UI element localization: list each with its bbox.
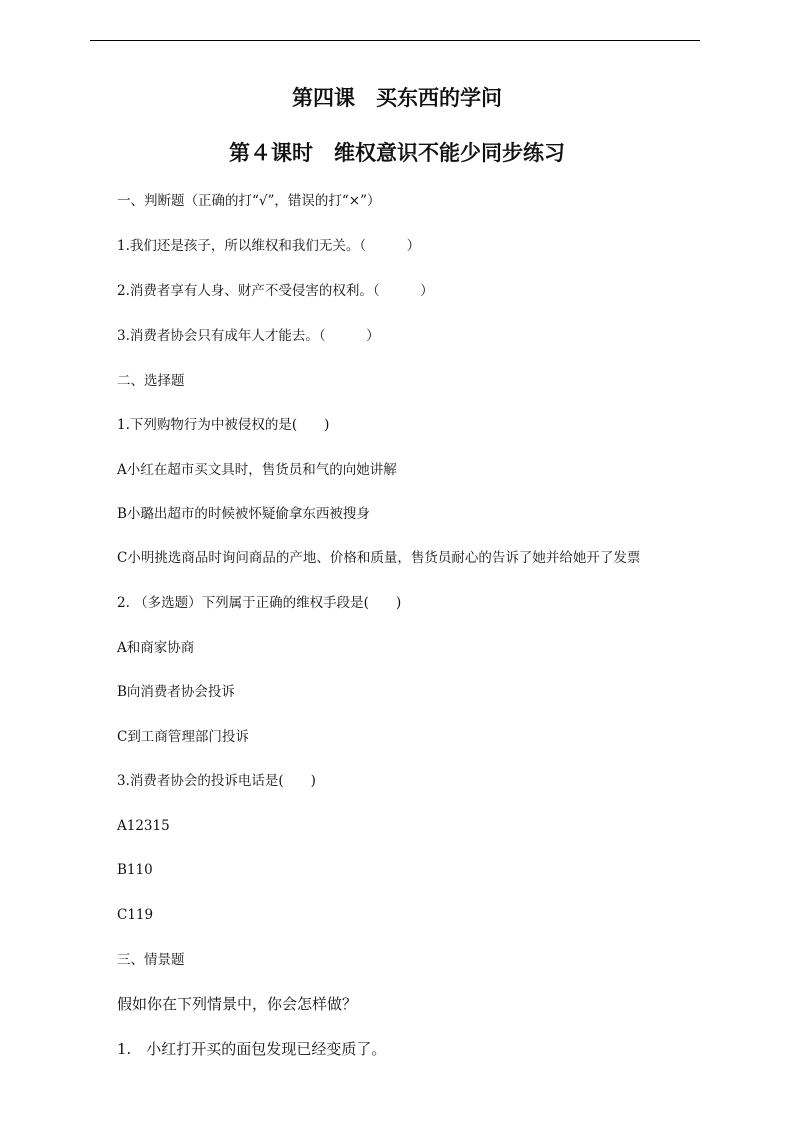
scenario-intro: 假如你在下列情景中，你会怎样做？	[117, 995, 358, 1013]
section-heading-scenario: 三、情景题	[117, 952, 185, 968]
question-choice-2: 2. （多选题）下列属于正确的维权手段是( )	[117, 595, 402, 611]
question-choice-1: 1.下列购物行为中被侵权的是( )	[117, 417, 330, 433]
question-tf-1: 1.我们还是孩子，所以维权和我们无关。（ ）	[117, 238, 421, 254]
option-3-b: B110	[117, 862, 153, 878]
lesson-subtitle: 第４课时 维权意识不能少同步练习	[229, 140, 565, 165]
option-2-c: C到工商管理部门投诉	[117, 729, 249, 745]
option-2-a: A和商家协商	[117, 640, 195, 656]
option-3-c: C119	[117, 907, 154, 923]
option-1-b: B小璐出超市的时候被怀疑偷拿东西被搜身	[117, 506, 370, 522]
header-rule	[90, 40, 700, 41]
section-heading-choice: 二、选择题	[117, 373, 185, 389]
section-heading-true-false: 一、判断题（正确的打“√”，错误的打“×”）	[117, 193, 381, 209]
scenario-1: 1. 小红打开买的面包发现已经变质了。	[117, 1040, 387, 1058]
question-choice-3: 3.消费者协会的投诉电话是( )	[117, 773, 316, 789]
question-tf-3: 3.消费者协会只有成年人才能去。（ ）	[117, 328, 380, 344]
lesson-title: 第四课 买东西的学问	[292, 85, 502, 110]
option-2-b: B向消费者协会投诉	[117, 684, 235, 700]
option-1-c: C小明挑选商品时询问商品的产地、价格和质量，售货员耐心的告诉了她并给她开了发票	[117, 550, 641, 566]
question-tf-2: 2.消费者享有人身、财产不受侵害的权利。（ ）	[117, 283, 434, 299]
option-1-a: A小红在超市买文具时，售货员和气的向她讲解	[117, 462, 397, 478]
option-3-a: A12315	[117, 818, 170, 834]
